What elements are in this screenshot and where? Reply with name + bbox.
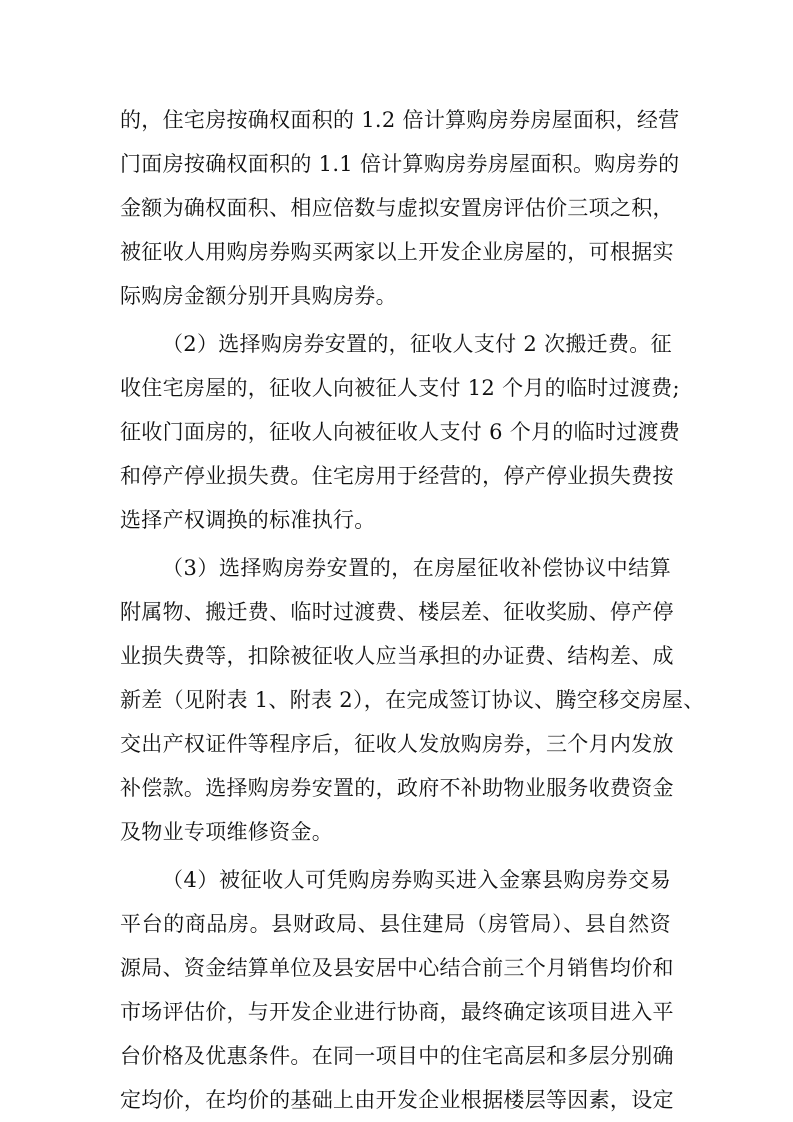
text-line: 源局、资金结算单位及县安居中心结合前三个月销售均价和 <box>120 956 674 980</box>
text-line: 台价格及优惠条件。在同一项目中的住宅高层和多层分别确 <box>120 1044 674 1068</box>
paragraph-1 <box>120 98 680 318</box>
text-line: （3）选择购房券安置的，在房屋征收补偿协议中结算 <box>162 556 671 580</box>
text-line: 新差（见附表 1、附表 2），在完成签订协议、腾空移交房屋、 <box>120 688 705 712</box>
text-line: 定均价，在均价的基础上由开发企业根据楼层等因素，设定 <box>120 1088 674 1112</box>
text-line: 附属物、搬迁费、临时过渡费、楼层差、征收奖励、停产停 <box>120 600 674 624</box>
text-line: 际购房金额分别开具购房券。 <box>120 284 397 308</box>
text-line: （4）被征收人可凭购房券购买进入金寨县购房券交易 <box>162 868 671 892</box>
paragraph-3 <box>120 546 705 854</box>
text-line: 选择产权调换的标准执行。 <box>120 508 376 532</box>
text-line: 征收门面房的，征收人向被征收人支付 6 个月的临时过渡费 <box>120 420 681 444</box>
body-text <box>120 98 705 1122</box>
text-line: 平台的商品房。县财政局、县住建局（房管局）、县自然资 <box>120 912 671 936</box>
text-line: 门面房按确权面积的 1.1 倍计算购房券房屋面积。购房券的 <box>120 152 680 176</box>
text-line: 被征收人用购房券购买两家以上开发企业房屋的，可根据实 <box>120 240 674 264</box>
text-line: 金额为确权面积、相应倍数与虚拟安置房评估价三项之积， <box>120 196 674 220</box>
text-line: 交出产权证件等程序后，征收人发放购房券，三个月内发放 <box>120 732 674 756</box>
text-line: 和停产停业损失费。住宅房用于经营的，停产停业损失费按 <box>120 464 674 488</box>
text-line: 补偿款。选择购房券安置的，政府不补助物业服务收费资金 <box>120 776 674 800</box>
paragraph-2 <box>120 322 681 542</box>
text-line: 市场评估价，与开发企业进行协商，最终确定该项目进入平 <box>120 1000 674 1024</box>
text-line: （2）选择购房券安置的，征收人支付 2 次搬迁费。征 <box>162 332 672 356</box>
text-line: 收住宅房屋的，征收人向被征人支付 12 个月的临时过渡费; <box>120 376 680 400</box>
text-line: 业损失费等，扣除被征收人应当承担的办证费、结构差、成 <box>120 644 674 668</box>
paragraph-4 <box>120 858 674 1122</box>
text-line: 及物业专项维修资金。 <box>120 820 333 844</box>
text-line: 的，住宅房按确权面积的 1.2 倍计算购房券房屋面积，经营 <box>120 108 680 132</box>
